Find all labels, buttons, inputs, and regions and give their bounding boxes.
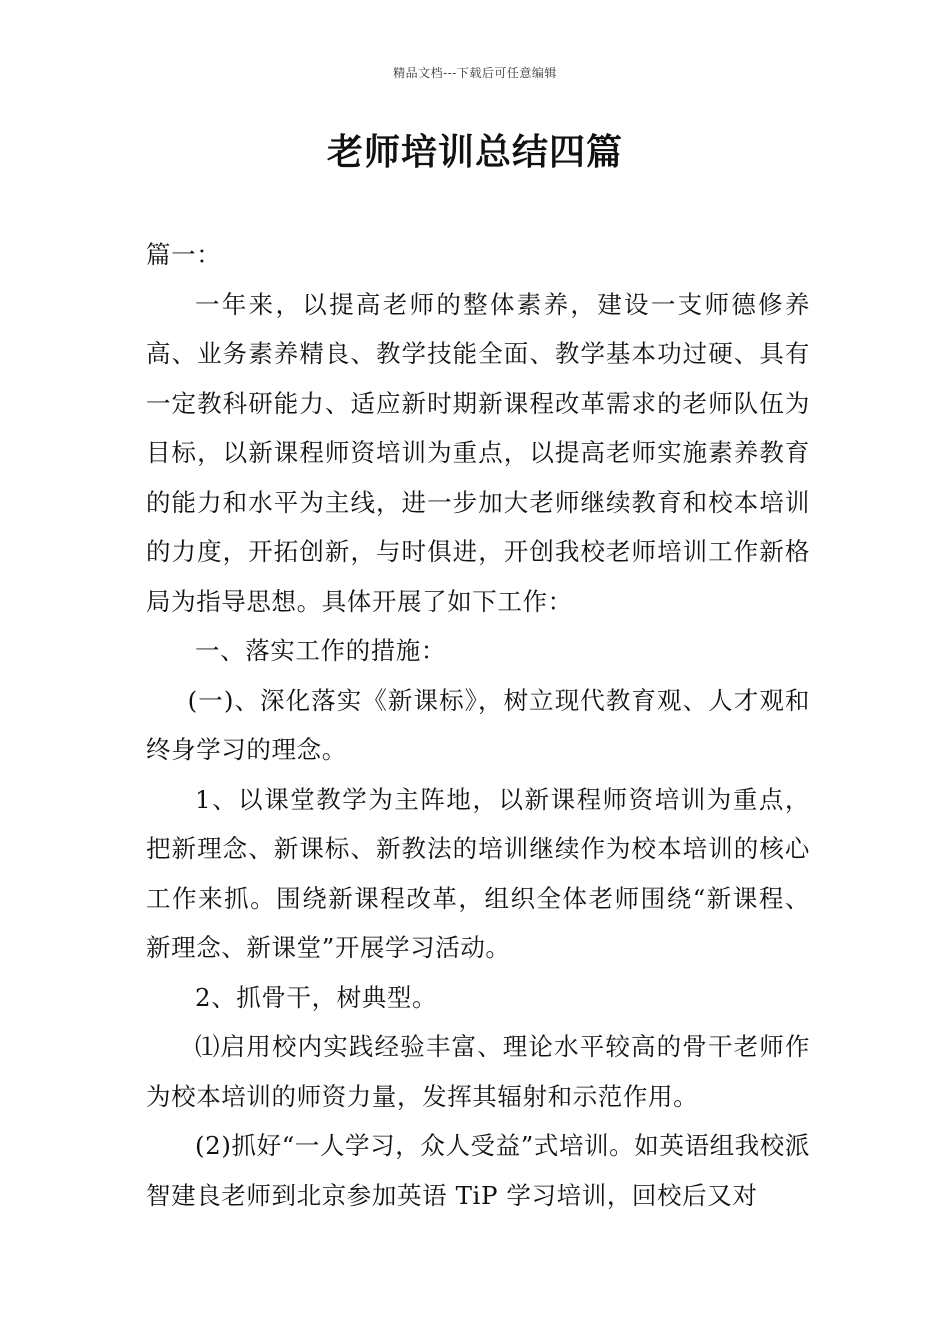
paragraph-intro: 一年来，以提高老师的整体素养，建设一支师德修养高、业务素养精良、教学技能全面、教学基本功过硬、具有一定教科研能力、适应新时期新课程改革需求的老师队伍为目标，以新课程师资培训为重点，以提高老师实施素养教育的能力和水平为主线，进一步加大老师继续教育和校本培训的力度，开拓创新，与时俱进，开创我校老师培训工作新格局为指导思想。具体开展了如下工作： bbox=[146, 289, 810, 616]
paragraph-item-2-1: ⑴启用校内实践经验丰富、理论水平较高的骨干老师作为校本培训的师资力量，发挥其辐射和示范作用。 bbox=[146, 1032, 810, 1111]
subheading-new-curriculum: (一)、深化落实《新课标》，树立现代教育观、人才观和终身学习的理念。 bbox=[146, 685, 810, 764]
paragraph-item-1: 1、以课堂教学为主阵地，以新课程师资培训为重点，把新理念、新课标、新教法的培训继续作为校本培训的核心工作来抓。围绕新课程改革，组织全体老师围绕“新课程、新理念、新课堂”开展学习活动。 bbox=[146, 784, 810, 962]
paragraph-item-2-2: (2)抓好“一人学习，众人受益”式培训。如英语组我校派智建良老师到北京参加英语 TiP 学习培训，回校后又对 bbox=[146, 1131, 810, 1210]
header-note: 精品文档---下载后可任意编辑 bbox=[393, 66, 557, 80]
document-title: 老师培训总结四篇 bbox=[326, 131, 623, 173]
document-body bbox=[146, 230, 810, 1220]
heading-measures: 一、落实工作的措施： bbox=[195, 636, 446, 665]
section-label: 篇一： bbox=[146, 240, 222, 269]
paragraph-item-2: 2、抓骨干，树典型。 bbox=[195, 982, 438, 1012]
